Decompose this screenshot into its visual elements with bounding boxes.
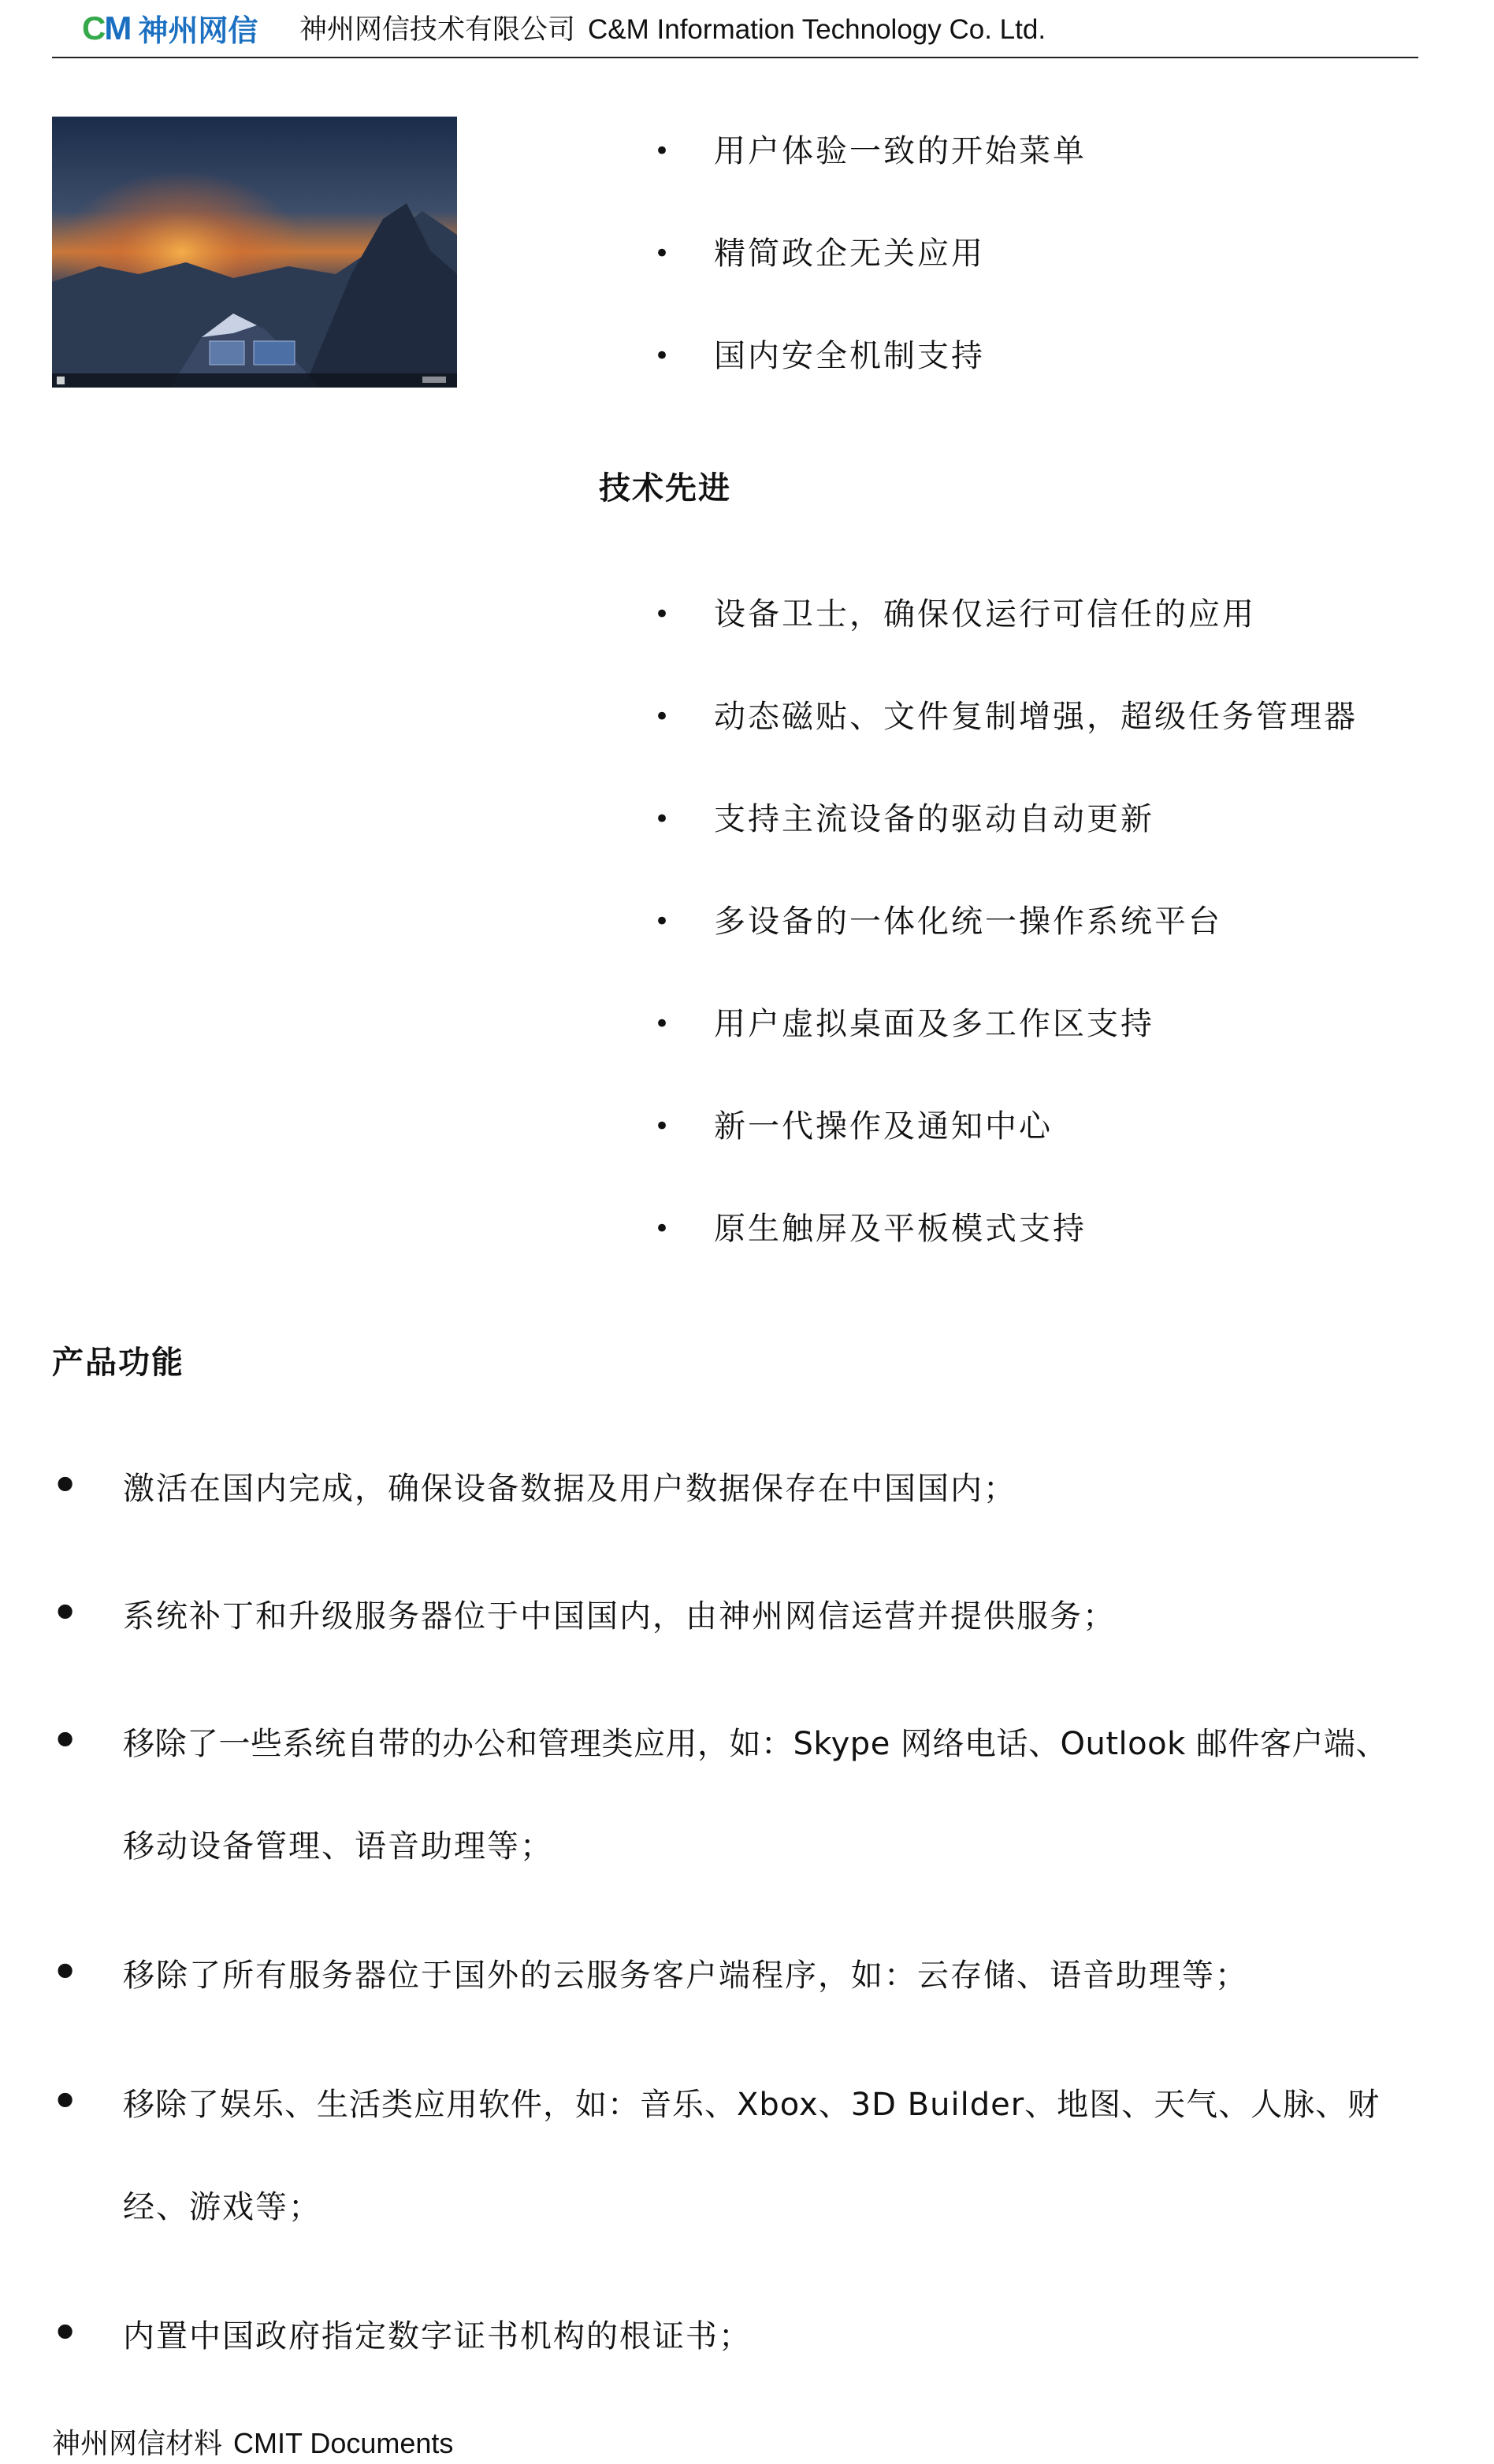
bullet: • <box>654 1111 671 1142</box>
list-item-text: 移除了所有服务器位于国外的云服务客户端程序，如：云存储、语音助理等； <box>123 1957 1248 1994</box>
list-item-text: 用户体验一致的开始菜单 <box>714 133 1087 169</box>
bullet: • <box>654 701 671 733</box>
footer-en: CMIT Documents <box>233 2427 454 2459</box>
bullet: • <box>52 1590 79 1637</box>
bullet: • <box>52 1949 79 1996</box>
section-heading-features: 产品功能 <box>52 1345 184 1381</box>
list-item-text: 激活在国内完成，确保设备数据及用户数据保存在中国国内； <box>123 1471 1016 1507</box>
bullet: • <box>654 1008 671 1040</box>
desktop-screenshot <box>52 117 457 388</box>
list-item-text: 原生触屏及平板模式支持 <box>714 1211 1087 1247</box>
list-item-text: 动态磁贴、文件复制增强，超级任务管理器 <box>714 699 1358 735</box>
footer-cn: 神州网信材料 <box>52 2428 223 2460</box>
logo-text: 神州网信 <box>138 13 258 48</box>
bullet: • <box>52 1462 79 1509</box>
company-name-en: C&M Information Technology Co. Ltd. <box>588 14 1046 45</box>
bullet: • <box>52 2310 79 2357</box>
list-item-continuation: 移动设备管理、语音助理等； <box>123 1828 553 1865</box>
bullet: • <box>654 906 671 937</box>
bullet: • <box>654 238 671 269</box>
list-item-text: 移除了一些系统自带的办公和管理类应用，如：Skype 网络电话、Outlook 邮件客户端、 <box>123 1726 1388 1762</box>
page-footer <box>52 2421 453 2462</box>
list-item-text: 设备卫士，确保仅运行可信任的应用 <box>714 596 1256 633</box>
company-logo <box>82 6 258 50</box>
section-heading-tech: 技术先进 <box>599 470 731 507</box>
list-item-text: 多设备的一体化统一操作系统平台 <box>714 904 1222 940</box>
list-item-text: 用户虚拟桌面及多工作区支持 <box>714 1006 1154 1042</box>
bullet: • <box>654 599 671 630</box>
list-item-text: 移除了娱乐、生活类应用软件，如：音乐、Xbox、3D Builder、地图、天气、人脉、财 <box>123 2087 1381 2123</box>
list-item-text: 支持主流设备的驱动自动更新 <box>714 801 1154 837</box>
logo-mark: CM <box>82 9 131 46</box>
bullet: • <box>654 340 671 372</box>
bullet: • <box>654 1213 671 1245</box>
page-header <box>52 0 1418 58</box>
list-item-continuation: 经、游戏等； <box>123 2189 321 2225</box>
bullet: • <box>654 135 671 167</box>
list-item-text: 国内安全机制支持 <box>714 338 985 374</box>
company-name <box>299 8 1046 47</box>
list-item-text: 内置中国政府指定数字证书机构的根证书； <box>123 2318 752 2355</box>
bullet: • <box>52 1717 79 1765</box>
bullet: • <box>52 2078 79 2125</box>
company-name-cn: 神州网信技术有限公司 <box>299 14 576 46</box>
list-item-text: 新一代操作及通知中心 <box>714 1108 1053 1145</box>
list-item-text: 精简政企无关应用 <box>714 236 985 272</box>
bullet: • <box>654 803 671 835</box>
list-item-text: 系统补丁和升级服务器位于中国国内，由神州网信运营并提供服务； <box>123 1598 1116 1635</box>
